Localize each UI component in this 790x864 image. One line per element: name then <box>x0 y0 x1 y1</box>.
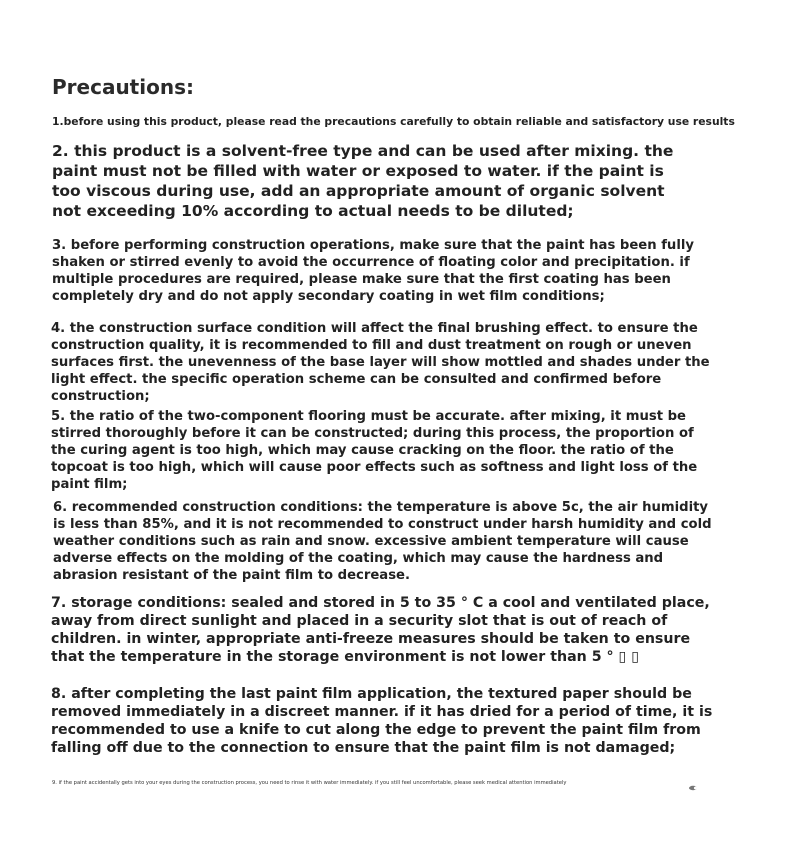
precaution-1 <box>52 114 735 130</box>
precaution-5-line: the curing agent is too high, which may cause cracking on the floor. the ratio of the <box>51 443 674 458</box>
precaution-5 <box>51 408 697 493</box>
precaution-8-line: removed immediately in a discreet manner. if it has dried for a period of time, it is <box>51 704 713 720</box>
precaution-7-line: 7. storage conditions: sealed and stored in 5 to 35 ° C a cool and ventilated place, <box>51 595 710 611</box>
precaution-3-line: 3. before performing construction operations, make sure that the paint has been fully <box>52 238 694 253</box>
precaution-6-line: weather conditions such as rain and snow. excessive ambient temperature will cause <box>53 534 689 549</box>
precaution-5-line: topcoat is too high, which will cause poor effects such as softness and light loss of the <box>51 460 698 475</box>
precaution-7 <box>51 594 710 666</box>
precaution-4-line: construction; <box>51 389 150 404</box>
precaution-4-line: light effect. the specific operation scheme can be consulted and confirmed before <box>51 372 662 387</box>
precaution-8-line: 8. after completing the last paint film application, the textured paper should be <box>51 686 692 702</box>
smudge-mark-icon <box>689 785 698 791</box>
precaution-3-line: shaken or stirred evenly to avoid the occurrence of floating color and precipitation. if <box>52 255 690 270</box>
page-title: Precautions: <box>52 75 194 99</box>
precaution-4-line: construction quality, it is recommended to fill and dust treatment on rough or uneven <box>51 338 692 353</box>
precaution-7-line: that the temperature in the storage environment is not lower than 5 ° ▯ ▯ <box>51 649 640 665</box>
precaution-4-line: 4. the construction surface condition will affect the final brushing effect. to ensure the <box>51 321 698 336</box>
precaution-1-line: 1.before using this product, please read the precautions carefully to obtain reliable and satisfactory use results <box>52 115 735 128</box>
precaution-6-line: adverse effects on the molding of the coating, which may cause the hardness and <box>53 551 664 566</box>
precaution-3-line: multiple procedures are required, please make sure that the first coating has been <box>52 272 671 287</box>
precaution-6-line: abrasion resistant of the paint film to decrease. <box>53 568 410 583</box>
precaution-2 <box>52 141 673 221</box>
precaution-3 <box>52 237 694 305</box>
precaution-4 <box>51 320 710 405</box>
precaution-6-line: is less than 85%, and it is not recommended to construct under harsh humidity and cold <box>53 517 712 532</box>
precaution-4-line: surfaces first. the unevenness of the base layer will show mottled and shades under the <box>51 355 710 370</box>
precaution-2-line: 2. this product is a solvent-free type and can be used after mixing. the <box>52 142 674 160</box>
precaution-8-line: falling off due to the connection to ensure that the paint film is not damaged; <box>51 740 676 756</box>
precaution-9-line: 9. if the paint accidentally gets into your eyes during the construction process, you need to rinse it with water immediately. if you still feel uncomfortable, please seek medical attention immediately <box>52 780 567 786</box>
precaution-9 <box>52 779 566 787</box>
precaution-5-line: stirred thoroughly before it can be constructed; during this process, the proportion of <box>51 426 694 441</box>
precaution-2-line: not exceeding 10% according to actual needs to be diluted; <box>52 202 574 220</box>
precaution-6 <box>53 499 712 584</box>
precaution-5-line: paint film; <box>51 477 128 492</box>
precaution-7-line: away from direct sunlight and placed in a security slot that is out of reach of <box>51 613 668 629</box>
precaution-6-line: 6. recommended construction conditions: the temperature is above 5c, the air humidity <box>53 500 708 515</box>
precaution-8-line: recommended to use a knife to cut along the edge to prevent the paint film from <box>51 722 701 738</box>
precaution-2-line: paint must not be filled with water or exposed to water. if the paint is <box>52 162 664 180</box>
precaution-5-line: 5. the ratio of the two-component flooring must be accurate. after mixing, it must be <box>51 409 686 424</box>
precaution-3-line: completely dry and do not apply secondary coating in wet film conditions; <box>52 289 605 304</box>
precaution-2-line: too viscous during use, add an appropriate amount of organic solvent <box>52 182 665 200</box>
precaution-7-line: children. in winter, appropriate anti-freeze measures should be taken to ensure <box>51 631 691 647</box>
precaution-8 <box>51 685 712 757</box>
